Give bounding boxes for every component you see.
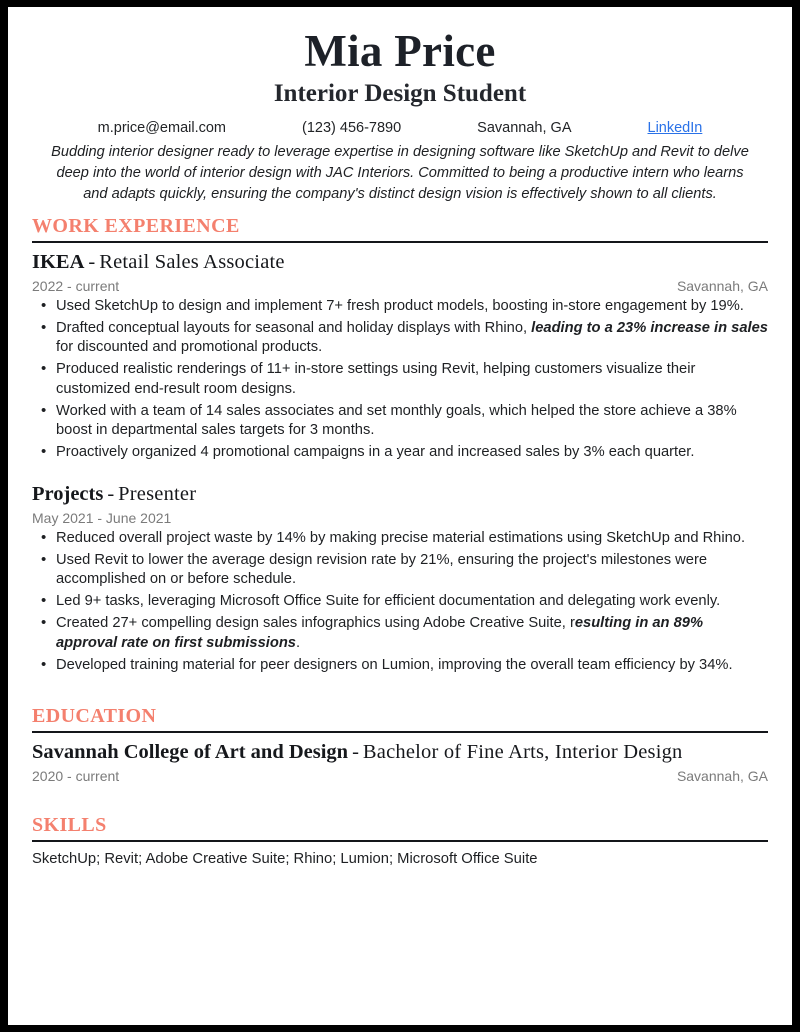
bullet-text-pre: Led 9+ tasks, leveraging Microsoft Office Suite for efficient documentation and delegating work evenly. <box>56 593 721 610</box>
entry-role: Presenter <box>118 482 197 505</box>
section-divider <box>32 840 768 842</box>
section-title-education: EDUCATION <box>32 705 157 728</box>
list-item <box>32 592 768 612</box>
entry-dates: May 2021 - June 2021 <box>32 509 172 526</box>
bullet-text-pre: Reduced overall project waste by 14% by making precise material estimations using SketchUp and Rhino. <box>56 529 746 546</box>
spacer <box>32 467 768 476</box>
candidate-headline: Interior Design Student <box>273 80 527 107</box>
contact-email: m.price@email.com <box>97 119 226 136</box>
list-item <box>32 443 768 463</box>
list-item <box>32 319 768 358</box>
bullet-text-pre: Developed training material for peer designers on Lumion, improving the overall team efficiency by 34%. <box>56 656 733 673</box>
contact-row <box>32 120 768 136</box>
section-education <box>32 705 768 784</box>
section-work-experience <box>32 215 768 675</box>
bullet-text-pre: Proactively organized 4 promotional campaigns in a year and increased sales by 3% each quarter. <box>56 444 695 461</box>
bullet-text-emphasis: leading to a 23% increase in sales <box>531 319 768 336</box>
section-divider <box>32 241 768 243</box>
entry-organization: IKEA <box>32 250 85 273</box>
entry-degree: Bachelor of Fine Arts, Interior Design <box>362 741 683 764</box>
list-item <box>32 360 768 399</box>
section-divider <box>32 731 768 733</box>
bullet-text-post: . <box>295 634 301 651</box>
entry-heading <box>32 740 768 766</box>
list-item <box>32 551 768 590</box>
resume-page <box>8 7 792 1025</box>
bullet-text-post: for discounted and promotional products. <box>56 339 323 356</box>
section-title-skills: SKILLS <box>32 814 107 837</box>
professional-summary: Budding interior designer ready to leverage expertise in designing software like SketchUp and Revit to delve deep into the world of interior design with JAC Interiors. Committed to being a productive intern who learns and adapts quickly, ensuring the company's distinct design vision is effectively shown to all clients. <box>51 143 749 202</box>
list-item <box>32 402 768 441</box>
entry-meta <box>32 510 768 526</box>
contact-location: Savannah, GA <box>477 119 572 136</box>
list-item <box>32 297 768 317</box>
entry-bullet-list <box>32 297 768 463</box>
entry-heading <box>32 482 768 508</box>
entry-location: Savannah, GA <box>676 277 768 294</box>
list-item <box>32 656 768 676</box>
experience-entry <box>32 482 768 675</box>
bullet-text-pre: Produced realistic renderings of 11+ in-store settings using Revit, helping customers visualize their customized end-result room designs. <box>56 361 696 397</box>
entry-separator: - <box>88 250 96 273</box>
entry-meta <box>32 278 768 294</box>
education-entry <box>32 740 768 784</box>
entry-dates: 2022 - current <box>32 277 120 294</box>
skills-list: SketchUp; Revit; Adobe Creative Suite; Rhino; Lumion; Microsoft Office Suite <box>32 851 538 868</box>
bullet-text-pre: Used SketchUp to design and implement 7+ fresh product models, boosting in-store engagement by 19%. <box>56 297 744 314</box>
entry-separator: - <box>107 482 115 505</box>
spacer <box>32 788 768 804</box>
entry-separator: - <box>352 741 359 764</box>
entry-location: Savannah, GA <box>676 768 768 785</box>
entry-organization: Savannah College of Art and Design <box>32 741 349 764</box>
contact-linkedin-link[interactable]: LinkedIn <box>647 119 703 136</box>
section-title-work-experience: WORK EXPERIENCE <box>32 214 240 237</box>
spacer <box>32 679 768 695</box>
section-skills <box>32 814 768 870</box>
experience-entry <box>32 250 768 463</box>
list-item <box>32 529 768 549</box>
entry-bullet-list <box>32 529 768 676</box>
entry-dates: 2020 - current <box>32 768 120 785</box>
bullet-text-pre: Worked with a team of 14 sales associates and set monthly goals, which helped the store achieve a 38% boost in departmental sales targets for 3 months. <box>56 402 737 439</box>
list-item <box>32 614 768 653</box>
candidate-name: Mia Price <box>304 26 496 76</box>
entry-heading <box>32 250 768 276</box>
bullet-text-pre: Created 27+ compelling design sales infographics using Adobe Creative Suite, r <box>56 615 575 632</box>
resume-header <box>32 26 768 136</box>
bullet-text-pre: Drafted conceptual layouts for seasonal and holiday displays with Rhino, <box>56 319 532 336</box>
entry-role: Retail Sales Associate <box>99 250 285 273</box>
entry-organization: Projects <box>32 482 104 505</box>
entry-meta <box>32 768 768 784</box>
contact-phone: (123) 456-7890 <box>302 119 402 136</box>
bullet-text-emphasis: esulting in an 89% approval rate on first submissions <box>56 615 704 651</box>
bullet-text-pre: Used Revit to lower the average design revision rate by 21%, ensuring the project's milestones were accomplished on or before schedule. <box>56 551 708 588</box>
